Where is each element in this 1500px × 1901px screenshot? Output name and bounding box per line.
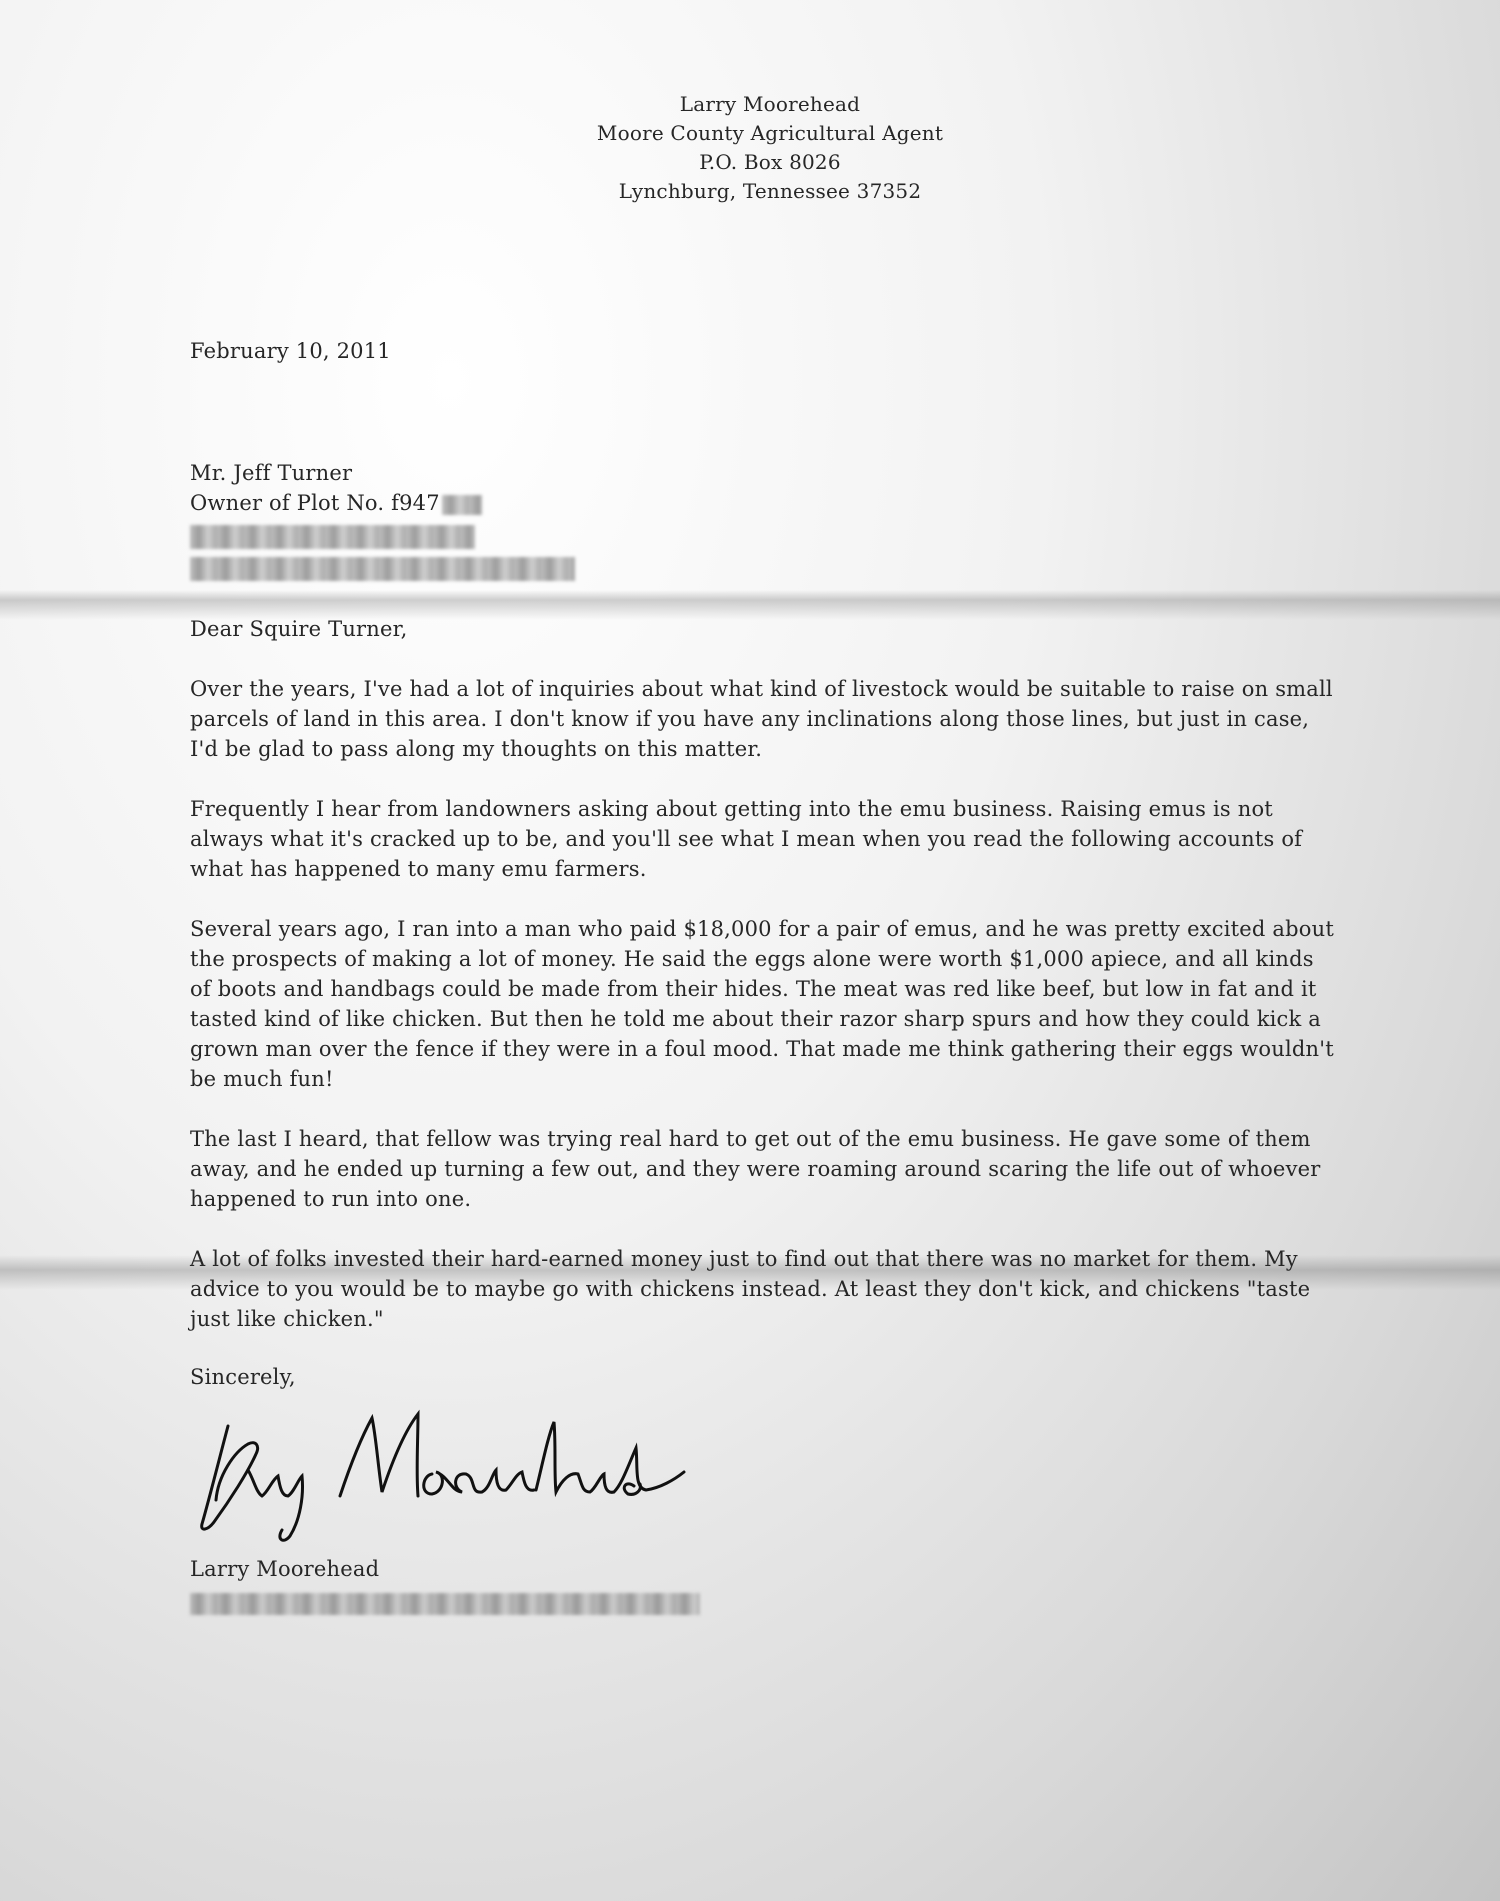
redacted-city-address <box>190 557 575 581</box>
redacted-email <box>190 1593 700 1615</box>
recipient-address-line-1 <box>190 520 1340 550</box>
paragraph-5: A lot of folks invested their hard-earned money just to find out that there was no market for them. My advice to you would be to maybe go with chickens instead. At least they don't kick, and chickens "taste just like chicken." <box>190 1247 1311 1331</box>
sender-city: Lynchburg, Tennessee 37352 <box>618 179 922 203</box>
sender-letterhead <box>420 90 1120 206</box>
letter-date: February 10, 2011 <box>190 339 391 363</box>
redacted-plot-digits <box>442 495 482 515</box>
sender-title: Moore County Agricultural Agent <box>596 121 944 145</box>
recipient-address-line-2 <box>190 552 1340 582</box>
sender-name: Larry Moorehead <box>679 92 861 116</box>
recipient-plot <box>190 488 1340 518</box>
paragraph-4: The last I heard, that fellow was trying real hard to get out of the emu business. He gave some of them away, and he ended up turning a few out, and they were roaming around scaring the life out of whoever happened to run into one. <box>190 1127 1321 1211</box>
signer-name: Larry Moorehead <box>190 1557 380 1581</box>
paragraph-3: Several years ago, I ran into a man who paid $18,000 for a pair of emus, and he was pretty excited about the prospects of making a lot of money. He said the eggs alone were worth $1,000 apiece, and all kinds of boots and handbags could be made from their hides. The meat was red like beef, but low in fat and it tasted kind of like chicken. But then he told me about their razor sharp spurs and how they could kick a grown man over the fence if they were in a foul mood. That made me think gathering their eggs wouldn't be much fun! <box>190 917 1334 1091</box>
recipient-block <box>190 458 1340 582</box>
handwritten-signature <box>190 1396 690 1546</box>
sender-address: P.O. Box 8026 <box>699 150 841 174</box>
recipient-name: Mr. Jeff Turner <box>190 461 353 485</box>
closing: Sincerely, <box>190 1365 296 1389</box>
redacted-street-address <box>190 525 475 549</box>
paragraph-2: Frequently I hear from landowners asking about getting into the emu business. Raising emus is not always what it's cracked up to be, and you'll see what I mean when you read the following accounts of what has happened to many emu farmers. <box>190 797 1303 881</box>
letter-body <box>190 90 1340 1615</box>
salutation: Dear Squire Turner, <box>190 617 408 641</box>
paragraph-1: Over the years, I've had a lot of inquiries about what kind of livestock would be suitable to raise on small parcels of land in this area. I don't know if you have any inclinations along those lines, but just in case, I'd be glad to pass along my thoughts on this matter. <box>190 677 1333 761</box>
recipient-plot-text: Owner of Plot No. f947 <box>190 491 440 515</box>
